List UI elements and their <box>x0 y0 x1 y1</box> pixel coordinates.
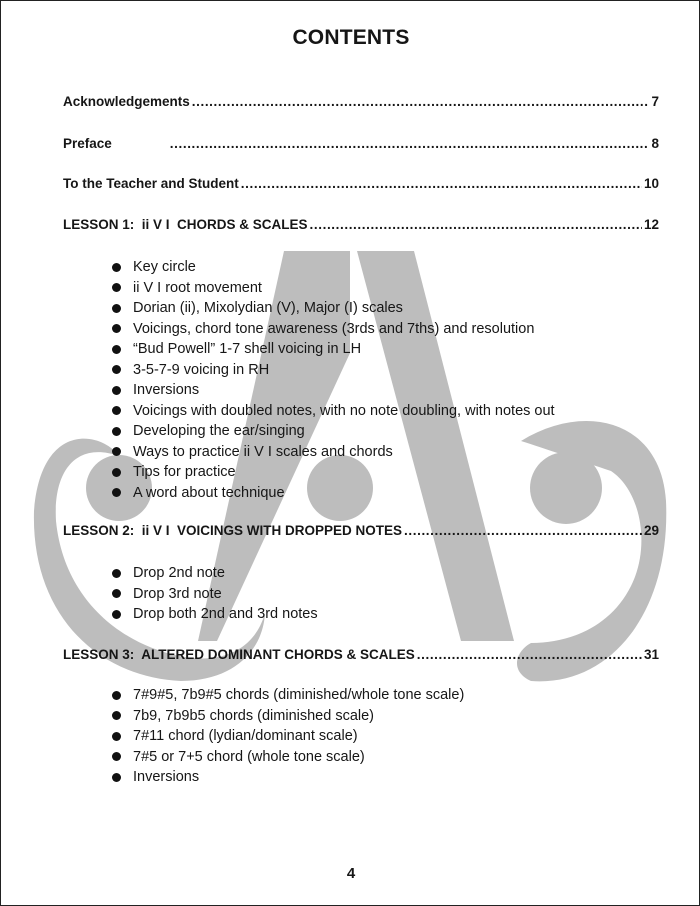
list-item: 7#5 or 7+5 chord (whole tone scale) <box>112 747 464 768</box>
bullet-icon <box>112 283 121 292</box>
toc-entry-page: 31 <box>643 647 659 662</box>
list-item: Inversions <box>112 380 555 401</box>
bullet-icon <box>112 691 121 700</box>
toc-entry <box>63 176 659 191</box>
list-item: Inversions <box>112 767 464 788</box>
dot-leader <box>170 136 650 151</box>
bullet-icon <box>112 711 121 720</box>
list-item: ii V I root movement <box>112 278 555 299</box>
bullet-icon <box>112 427 121 436</box>
list-item: Drop 3rd note <box>112 584 318 605</box>
toc-entry-page: 10 <box>643 176 659 191</box>
bullet-icon <box>112 447 121 456</box>
bullet-icon <box>112 488 121 497</box>
toc-entry-page: 8 <box>651 136 659 151</box>
bullet-icon <box>112 732 121 741</box>
toc-entry-label: LESSON 1: ii V I CHORDS & SCALES <box>63 217 308 232</box>
toc-entry <box>63 217 659 232</box>
list-item: 3-5-7-9 voicing in RH <box>112 360 555 381</box>
page-title: CONTENTS <box>292 26 410 49</box>
list-item: 7b9, 7b9b5 chords (diminished scale) <box>112 706 464 727</box>
toc-entry-page: 12 <box>643 217 659 232</box>
toc-entry-label: LESSON 2: ii V I VOICINGS WITH DROPPED NOTES <box>63 523 403 538</box>
toc-entry <box>63 136 659 151</box>
bullet-icon <box>112 345 121 354</box>
bullet-icon <box>112 386 121 395</box>
list-item: Drop both 2nd and 3rd notes <box>112 604 318 625</box>
toc-entry-label: LESSON 3: ALTERED DOMINANT CHORDS & SCALES <box>63 647 415 662</box>
bullet-icon <box>112 406 121 415</box>
list-item: Tips for practice <box>112 462 555 483</box>
list-item: Ways to practice ii V I scales and chords <box>112 442 555 463</box>
dot-leader <box>404 523 642 538</box>
bullet-icon <box>112 610 121 619</box>
list-item: Voicings with doubled notes, with no note doubling, with notes out <box>112 401 555 422</box>
bullet-icon <box>112 324 121 333</box>
dot-leader <box>417 647 642 662</box>
list-item: 7#11 chord (lydian/dominant scale) <box>112 726 464 747</box>
lesson2-topic-list <box>112 563 318 625</box>
list-item: Voicings, chord tone awareness (3rds and 7ths) and resolution <box>112 319 555 340</box>
toc-entry <box>63 647 659 662</box>
list-item: Developing the ear/singing <box>112 421 555 442</box>
toc-entry-page: 29 <box>643 523 659 538</box>
bullet-icon <box>112 589 121 598</box>
bullet-icon <box>112 365 121 374</box>
bullet-icon <box>112 468 121 477</box>
bullet-icon <box>112 304 121 313</box>
list-item: A word about technique <box>112 483 555 504</box>
list-item: Dorian (ii), Mixolydian (V), Major (I) scales <box>112 298 555 319</box>
lesson1-topic-list <box>112 257 555 503</box>
bullet-icon <box>112 263 121 272</box>
toc-entry-page: 7 <box>651 94 659 109</box>
lesson3-topic-list <box>112 685 464 788</box>
toc-entry-label: To the Teacher and Student <box>63 176 239 191</box>
list-item: 7#9#5, 7b9#5 chords (diminished/whole tone scale) <box>112 685 464 706</box>
dot-leader <box>310 217 642 232</box>
toc-entry-label: Acknowledgements <box>63 94 190 109</box>
list-item: “Bud Powell” 1-7 shell voicing in LH <box>112 339 555 360</box>
list-item: Key circle <box>112 257 555 278</box>
dot-leader <box>241 176 642 191</box>
toc-entry-label: Preface <box>63 136 112 151</box>
list-item: Drop 2nd note <box>112 563 318 584</box>
dot-leader <box>192 94 650 109</box>
bullet-icon <box>112 773 121 782</box>
toc-entry <box>63 94 659 109</box>
toc-entry <box>63 523 659 538</box>
bullet-icon <box>112 569 121 578</box>
bullet-icon <box>112 752 121 761</box>
page-number: 4 <box>346 865 356 882</box>
